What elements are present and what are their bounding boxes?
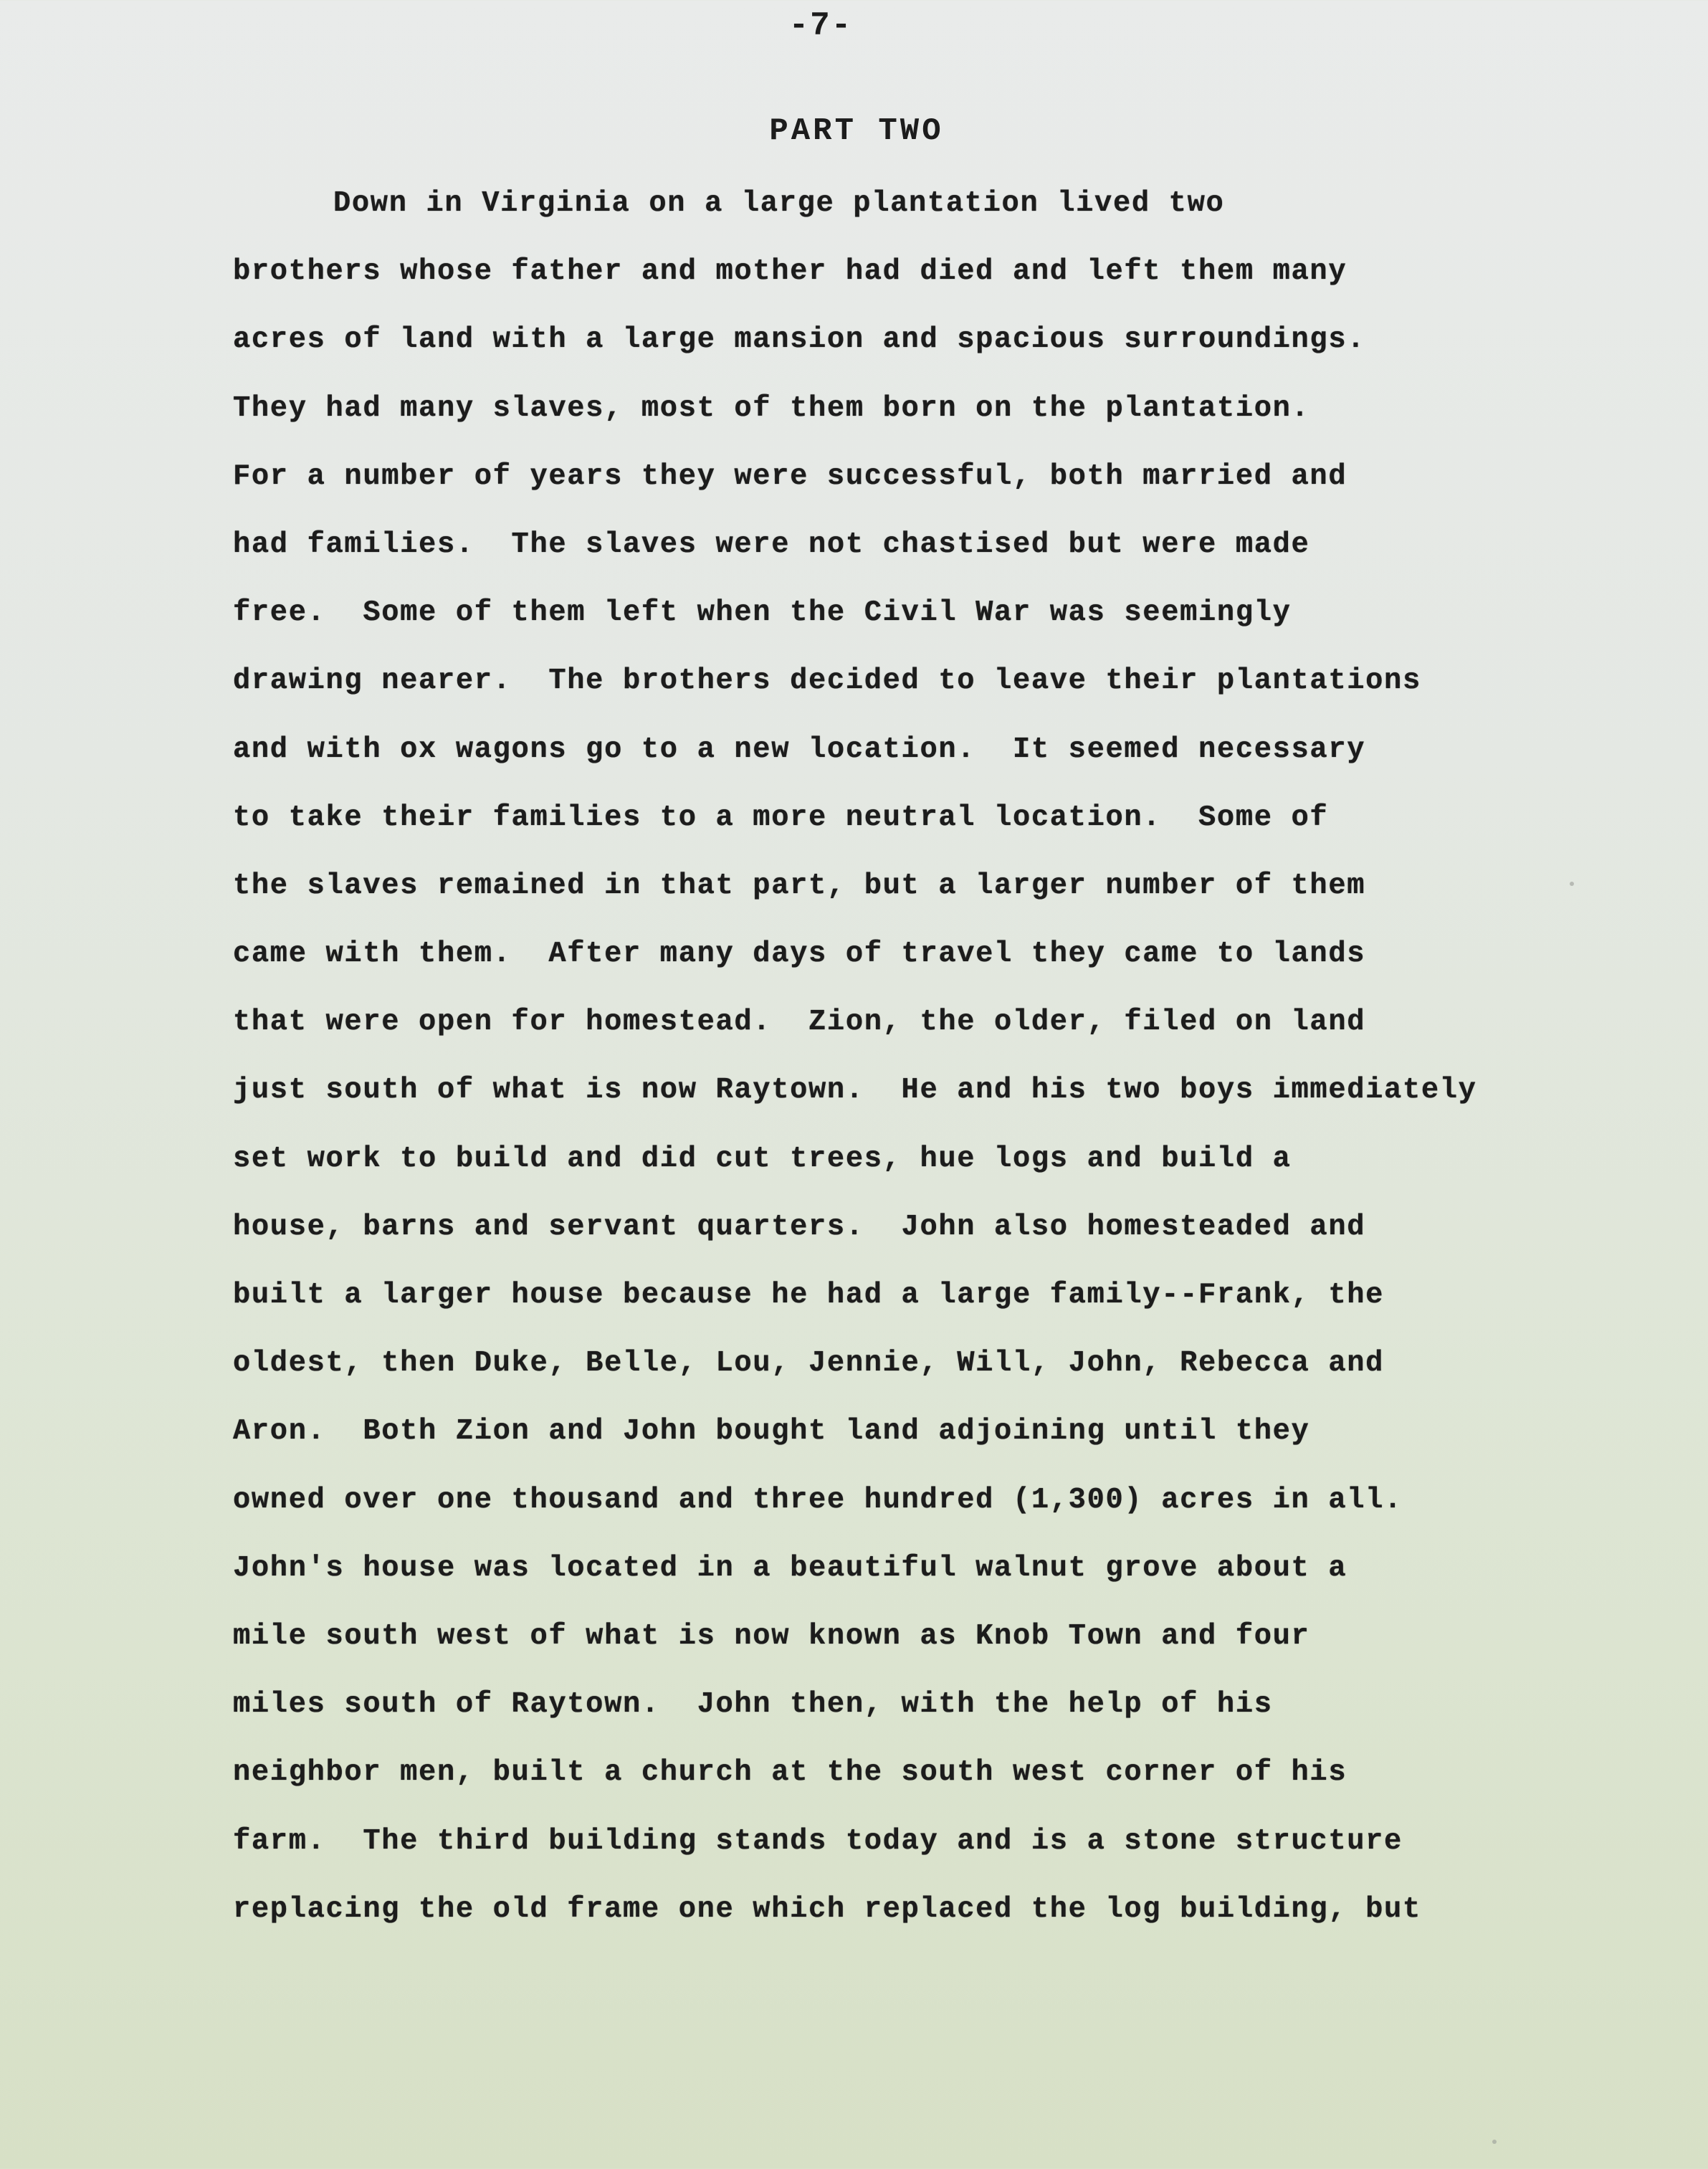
text-line: drawing nearer. The brothers decided to leave their plantations (233, 664, 1421, 698)
text-line: replacing the old frame one which replaced the log building, but (233, 1892, 1421, 1926)
text-line: For a number of years they were successful, both married and (233, 459, 1347, 493)
paper-speck (1570, 882, 1574, 886)
text-line: house, barns and servant quarters. John also homesteaded and (233, 1210, 1366, 1244)
text-line: free. Some of them left when the Civil War was seemingly (233, 596, 1292, 630)
text-line: acres of land with a large mansion and spacious surroundings. (233, 323, 1366, 357)
text-line: Aron. Both Zion and John bought land adjoining until they (233, 1415, 1310, 1449)
page-number: -7- (788, 7, 853, 44)
text-line: came with them. After many days of travel they came to lands (233, 938, 1366, 971)
text-line: brothers whose father and mother had died and left them many (233, 255, 1347, 289)
text-line: They had many slaves, most of them born on the plantation. (233, 391, 1310, 425)
paper-speck (1492, 2140, 1497, 2144)
text-line: Down in Virginia on a large plantation lived two (333, 187, 1225, 220)
text-line: oldest, then Duke, Belle, Lou, Jennie, Will, John, Rebecca and (233, 1347, 1385, 1381)
text-line: owned over one thousand and three hundred (1,300) acres in all. (233, 1483, 1403, 1517)
section-heading: PART TWO (769, 113, 944, 149)
text-line: to take their families to a more neutral location. Some of (233, 801, 1329, 834)
text-line: had families. The slaves were not chastised but were made (233, 528, 1310, 561)
body-text (233, 181, 1702, 1955)
text-line: the slaves remained in that part, but a larger number of them (233, 869, 1366, 902)
text-line: neighbor men, built a church at the south west corner of his (233, 1756, 1347, 1790)
text-line: mile south west of what is now known as Knob Town and four (233, 1619, 1310, 1653)
text-line: just south of what is now Raytown. He and his two boys immediately (233, 1074, 1477, 1107)
text-line: built a larger house because he had a large family--Frank, the (233, 1279, 1385, 1312)
text-line: set work to build and did cut trees, hue logs and build a (233, 1142, 1292, 1176)
text-line: John's house was located in a beautiful walnut grove about a (233, 1551, 1347, 1585)
text-line: and with ox wagons go to a new location. It seemed necessary (233, 733, 1366, 766)
text-line: that were open for homestead. Zion, the older, filed on land (233, 1006, 1366, 1039)
text-line: farm. The third building stands today and is a stone structure (233, 1824, 1403, 1858)
text-line: miles south of Raytown. John then, with the help of his (233, 1688, 1273, 1722)
